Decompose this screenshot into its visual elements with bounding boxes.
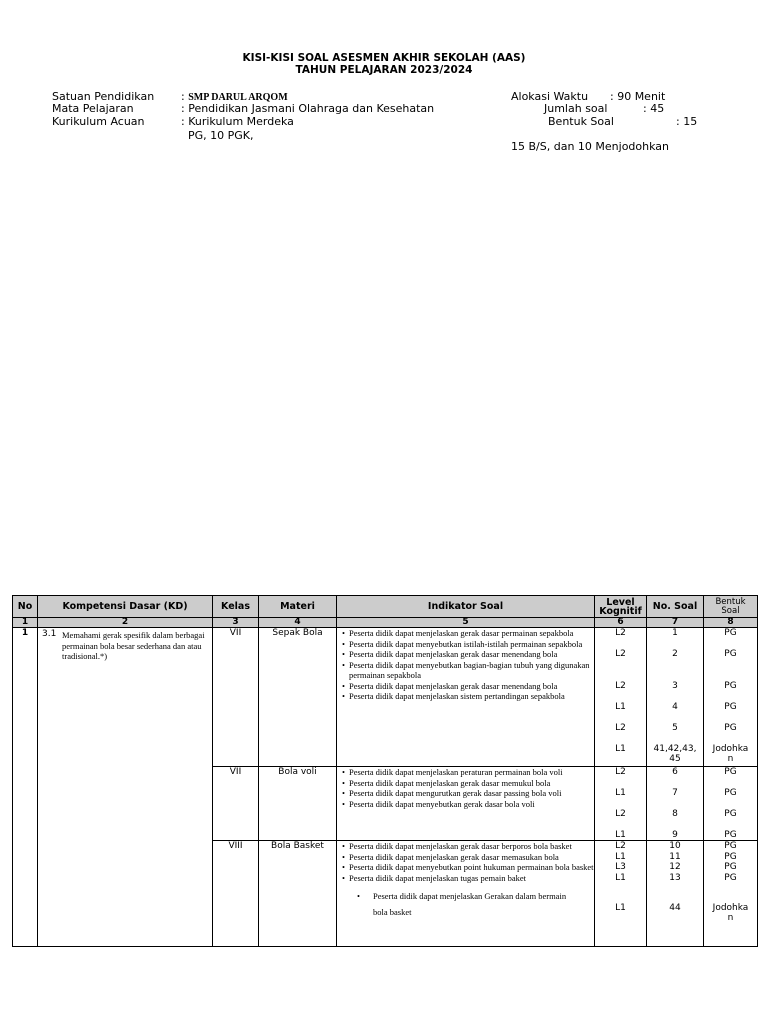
materi-cell: Bola Basket: [259, 841, 337, 947]
jumlah-value: : 45: [643, 102, 665, 115]
kurikulum-value: : Kurikulum Merdeka: [181, 115, 294, 128]
no-soal-value: 9: [672, 830, 678, 840]
bullet-icon: •: [357, 891, 360, 901]
level-value: L2: [615, 681, 626, 691]
bentuk-value: PG: [724, 841, 737, 851]
bentuk-value: PG: [724, 830, 737, 840]
no-soal-cell: [647, 841, 704, 947]
kisi-kisi-table: [12, 595, 758, 947]
kelas-cell: VIII: [213, 841, 259, 947]
bentuk-value: PG: [724, 809, 737, 819]
col-number: 8: [704, 618, 758, 628]
no-soal-value: 3: [672, 681, 678, 691]
document-title: KISI-KISI SOAL ASESMEN AKHIR SEKOLAH (AAS): [242, 52, 526, 64]
no-soal-value: 10: [669, 841, 681, 851]
extra-indikator: [337, 883, 594, 920]
kurikulum-label: Kurikulum Acuan: [52, 115, 145, 128]
indikator-item: • Peserta didik dapat menyebutkan bagian-bagian tubuh yang digunakan permainan sepakbola: [342, 660, 594, 681]
no-soal-value: 13: [669, 873, 681, 883]
level-value: L1: [615, 702, 626, 712]
col-number: 1: [13, 618, 38, 628]
no-soal-value: 1: [672, 628, 678, 638]
header-indikator: Indikator Soal: [337, 596, 595, 618]
no-soal-value: 7: [672, 788, 678, 798]
indikator-item: • Peserta didik dapat menyebutkan gerak dasar bola voli: [342, 799, 594, 810]
table-row: [13, 628, 758, 767]
level-value: L1: [615, 903, 626, 913]
bentuk-cell: [704, 767, 758, 841]
level-value: L1: [615, 852, 626, 862]
bentuk-value: : 15: [676, 115, 698, 128]
indikator-item: • Peserta didik dapat menjelaskan sistem pertandingan sepakbola: [342, 691, 594, 702]
bentuk-value: PG: [724, 767, 737, 777]
table-header-row: [13, 596, 758, 618]
satuan-value: : SMP DARUL ARQOM: [181, 90, 288, 103]
document-subtitle: TAHUN PELAJARAN 2023/2024: [295, 64, 473, 76]
kd-cell: [38, 628, 213, 947]
header-level: Level Kognitif: [595, 596, 647, 618]
kelas-cell: VII: [213, 767, 259, 841]
no-soal-value: 4: [672, 702, 678, 712]
bentuk-value: PG: [724, 723, 737, 733]
col-number: 6: [595, 618, 647, 628]
level-value: L2: [615, 767, 626, 777]
alokasi-value: : 90 Menit: [610, 90, 666, 103]
level-value: L2: [615, 723, 626, 733]
indikator-item: Peserta didik dapat menjelaskan Gerakan dalam bermain bola basket: [373, 891, 567, 917]
bentuk-value: PG: [724, 852, 737, 862]
materi-cell: Bola voli: [259, 767, 337, 841]
header-materi: Materi: [259, 596, 337, 618]
no-soal-value: 12: [669, 862, 681, 872]
bentuk-soal-cont-2: 15 B/S, dan 10 Menjodohkan: [511, 140, 669, 153]
header-no-soal: No. Soal: [647, 596, 704, 618]
level-value: L1: [615, 788, 626, 798]
level-value: L1: [615, 744, 626, 754]
header-kelas: Kelas: [213, 596, 259, 618]
no-soal-cell: [647, 628, 704, 767]
no-soal-value: 8: [672, 809, 678, 819]
satuan-label: Satuan Pendidikan: [52, 90, 155, 103]
no-soal-value: 44: [669, 903, 681, 913]
bentuk-cell: [704, 841, 758, 947]
mapel-label: Mata Pelajaran: [52, 102, 134, 115]
materi-cell: Sepak Bola: [259, 628, 337, 767]
level-value: L2: [615, 809, 626, 819]
col-number: 4: [259, 618, 337, 628]
col-number: 5: [337, 618, 595, 628]
bentuk-value: PG: [724, 681, 737, 691]
level-cell: [595, 628, 647, 767]
level-value: L1: [615, 873, 626, 883]
no-soal-value: 5: [672, 723, 678, 733]
kd-text: Memahami gerak spesifik dalam berbagai permainan bola besar sederhana dan atau tradisional.*): [62, 630, 205, 661]
indikator-item: • Peserta didik dapat menjelaskan gerak dasar menendang bola: [342, 681, 594, 692]
level-value: L2: [615, 649, 626, 659]
bentuk-label: Bentuk Soal: [548, 115, 614, 128]
header-bentuk-soal: Bentuk Soal: [704, 596, 758, 618]
col-number: 3: [213, 618, 259, 628]
no-soal-value: 2: [672, 649, 678, 659]
indikator-cell: [337, 628, 595, 767]
bentuk-soal-cont-1: PG, 10 PGK,: [188, 129, 254, 142]
kd-code: 3.1: [42, 629, 57, 639]
bentuk-value: PG: [724, 702, 737, 712]
header-no: No: [13, 596, 38, 618]
no-soal-value: 11: [669, 852, 681, 862]
indikator-item: • Peserta didik dapat menjelaskan gerak dasar memasukan bola: [342, 852, 594, 863]
col-number: 7: [647, 618, 704, 628]
kelas-cell: VII: [213, 628, 259, 767]
no-soal-cell: [647, 767, 704, 841]
row-number: 1: [13, 628, 38, 947]
indikator-item: • Peserta didik dapat menjelaskan gerak dasar permainan sepakbola: [342, 628, 594, 639]
mapel-value: : Pendidikan Jasmani Olahraga dan Kesehatan: [181, 102, 435, 115]
header-kd: Kompetensi Dasar (KD): [38, 596, 213, 618]
bentuk-value: PG: [724, 788, 737, 798]
no-soal-value: 41,42,43, 45: [653, 744, 697, 764]
indikator-item: • Peserta didik dapat menyebutkan point hukuman permainan bola basket: [342, 862, 594, 873]
jumlah-label: Jumlah soal: [544, 102, 608, 115]
indikator-item: • Peserta didik dapat mengurutkan gerak dasar passing bola voli: [342, 788, 594, 799]
bentuk-value: Jodohka n: [712, 744, 749, 764]
level-cell: [595, 767, 647, 841]
level-value: L2: [615, 841, 626, 851]
indikator-item: • Peserta didik dapat menyebutkan istilah-istilah permainan sepakbola: [342, 639, 594, 650]
bentuk-cell: [704, 628, 758, 767]
level-value: L3: [615, 862, 626, 872]
indikator-item: • Peserta didik dapat menjelaskan peraturan permainan bola voli: [342, 767, 594, 778]
column-number-row: [13, 618, 758, 628]
indikator-item: • Peserta didik dapat menjelaskan gerak dasar memukul bola: [342, 778, 594, 789]
indikator-item: • Peserta didik dapat menjelaskan tugas pemain baket: [342, 873, 594, 884]
indikator-item: • Peserta didik dapat menjelaskan gerak dasar menendang bola: [342, 649, 594, 660]
no-soal-value: 6: [672, 767, 678, 777]
indikator-item: • Peserta didik dapat menjelaskan gerak dasar berporos bola basket: [342, 841, 594, 852]
bentuk-value: PG: [724, 628, 737, 638]
indikator-cell: [337, 841, 595, 947]
alokasi-label: Alokasi Waktu: [511, 90, 589, 103]
bentuk-value: Jodohka n: [712, 903, 749, 923]
level-value: L2: [615, 628, 626, 638]
indikator-cell: [337, 767, 595, 841]
bentuk-value: PG: [724, 649, 737, 659]
bentuk-value: PG: [724, 873, 737, 883]
level-cell: [595, 841, 647, 947]
col-number: 2: [38, 618, 213, 628]
level-value: L1: [615, 830, 626, 840]
bentuk-value: PG: [724, 862, 737, 872]
